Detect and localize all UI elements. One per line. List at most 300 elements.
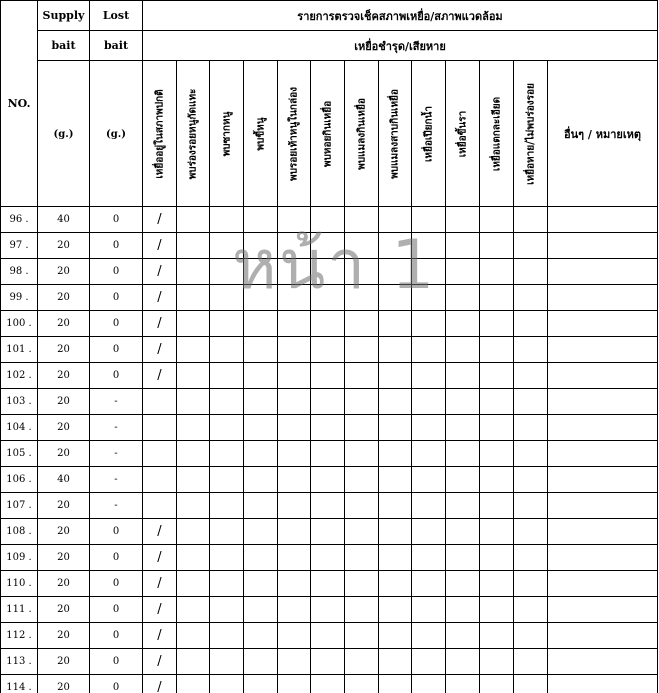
condition-header-2 [177,61,210,207]
condition-header-label: เหยื่อขึ้นรา [457,110,468,157]
condition-cell [412,467,446,493]
lost-value: 0 [90,597,143,623]
condition-header-label: พบซากหนู [221,111,232,156]
condition-cell [244,597,278,623]
condition-cell [446,207,480,233]
normal-check: / [143,545,177,571]
row-number: 100 . [1,311,38,337]
condition-cell [311,389,345,415]
condition-cell [244,363,278,389]
normal-check: / [143,363,177,389]
condition-header-label: พบแมลงสาบกินเหยื่อ [389,88,401,179]
remarks-cell [548,623,658,649]
table-row [1,363,658,389]
row-number: 99 . [1,285,38,311]
condition-cell [345,597,379,623]
normal-check: / [143,207,177,233]
row-number: 108 . [1,519,38,545]
normal-check: / [143,311,177,337]
condition-cell [210,441,244,467]
condition-cell [345,259,379,285]
lost-value: - [90,467,143,493]
condition-cell [379,467,412,493]
condition-cell [244,571,278,597]
condition-cell [311,207,345,233]
row-number: 102 . [1,363,38,389]
condition-cell [210,259,244,285]
lost-value: - [90,441,143,467]
condition-cell [379,363,412,389]
supply-value: 20 [38,311,90,337]
condition-cell [379,493,412,519]
remarks-cell [548,363,658,389]
condition-cell [177,389,210,415]
condition-cell [514,415,548,441]
condition-cell [446,285,480,311]
condition-cell [244,259,278,285]
condition-cell [210,285,244,311]
lost-value: 0 [90,259,143,285]
condition-cell [514,467,548,493]
supply-value: 20 [38,597,90,623]
condition-header-9 [412,61,446,207]
table-row [1,441,658,467]
condition-cell [278,259,311,285]
normal-check [143,493,177,519]
condition-cell [412,571,446,597]
condition-cell [278,649,311,675]
condition-cell [278,571,311,597]
remarks-cell [548,207,658,233]
remarks-cell [548,571,658,597]
condition-cell [345,649,379,675]
supply-value: 20 [38,649,90,675]
condition-cell [177,285,210,311]
condition-cell [311,259,345,285]
inspection-title: รายการตรวจเช็คสภาพเหยื่อ/สภาพแวดล้อม [143,1,658,31]
condition-cell [412,207,446,233]
condition-cell [379,207,412,233]
condition-header-label: เหยื่ออยู่ในสภาพปกติ [154,88,165,179]
remarks-cell [548,441,658,467]
condition-cell [311,233,345,259]
condition-cell [480,675,514,693]
condition-cell [514,337,548,363]
remarks-cell [548,389,658,415]
condition-header-5 [278,61,311,207]
condition-cell [514,363,548,389]
condition-cell [480,337,514,363]
table-row [1,649,658,675]
row-number: 104 . [1,415,38,441]
normal-check [143,467,177,493]
table-row [1,493,658,519]
condition-header-label: พบรอยเท้าหนูในกล่อง [288,86,300,181]
normal-check: / [143,233,177,259]
lost-value: 0 [90,623,143,649]
condition-cell [278,363,311,389]
normal-check: / [143,519,177,545]
condition-cell [379,259,412,285]
condition-cell [379,415,412,441]
row-number: 101 . [1,337,38,363]
row-number: 97 . [1,233,38,259]
condition-cell [514,519,548,545]
supply-value: 20 [38,675,90,693]
condition-cell [514,233,548,259]
condition-cell [278,493,311,519]
condition-header-6 [311,61,345,207]
table-body [1,207,658,693]
condition-cell [514,597,548,623]
condition-cell [379,519,412,545]
condition-cell [311,545,345,571]
condition-cell [379,623,412,649]
condition-cell [311,493,345,519]
supply-value: 20 [38,545,90,571]
condition-cell [446,597,480,623]
row-number: 113 . [1,649,38,675]
supply-value: 20 [38,389,90,415]
condition-cell [446,337,480,363]
condition-cell [480,207,514,233]
condition-cell [177,311,210,337]
table-row [1,545,658,571]
condition-cell [177,519,210,545]
supply-header-bottom: bait [38,31,90,61]
condition-cell [278,441,311,467]
condition-cell [446,259,480,285]
condition-cell [480,493,514,519]
condition-cell [210,675,244,693]
condition-cell [480,389,514,415]
row-number: 107 . [1,493,38,519]
damaged-title: เหยื่อชำรุด/เสียหาย [143,31,658,61]
condition-cell [177,571,210,597]
condition-cell [446,519,480,545]
supply-value: 20 [38,337,90,363]
lost-value: 0 [90,337,143,363]
condition-cell [177,415,210,441]
normal-check: / [143,597,177,623]
condition-cell [514,493,548,519]
condition-cell [446,675,480,693]
condition-cell [412,285,446,311]
remarks-cell [548,519,658,545]
condition-cell [244,285,278,311]
row-number: 105 . [1,441,38,467]
condition-cell [210,207,244,233]
condition-cell [480,519,514,545]
condition-cell [379,649,412,675]
condition-cell [345,389,379,415]
condition-cell [177,597,210,623]
condition-cell [412,363,446,389]
condition-cell [446,467,480,493]
condition-cell [278,623,311,649]
table-row [1,285,658,311]
condition-cell [210,467,244,493]
condition-cell [412,337,446,363]
condition-cell [210,389,244,415]
condition-cell [311,311,345,337]
lost-value: - [90,493,143,519]
condition-cell [210,311,244,337]
supply-value: 20 [38,441,90,467]
condition-header-7 [345,61,379,207]
condition-cell [412,597,446,623]
condition-cell [311,467,345,493]
condition-header-label: เหยื่อแตกละเอียด [491,96,502,171]
condition-cell [446,311,480,337]
remarks-cell [548,233,658,259]
condition-cell [210,415,244,441]
condition-cell [514,649,548,675]
remarks-cell [548,337,658,363]
condition-cell [177,337,210,363]
condition-cell [278,311,311,337]
condition-cell [244,415,278,441]
condition-cell [311,519,345,545]
remarks-cell [548,285,658,311]
condition-cell [278,415,311,441]
condition-cell [412,389,446,415]
normal-check: / [143,337,177,363]
condition-cell [311,623,345,649]
condition-cell [177,467,210,493]
normal-check [143,389,177,415]
condition-header-label: พบหอยกินเหยื่อ [322,100,333,167]
condition-cell [311,363,345,389]
condition-cell [412,545,446,571]
supply-value: 20 [38,571,90,597]
condition-cell [278,285,311,311]
condition-cell [345,207,379,233]
table-row [1,623,658,649]
condition-header-4 [244,61,278,207]
condition-cell [210,545,244,571]
condition-cell [480,259,514,285]
condition-cell [514,441,548,467]
lost-value: 0 [90,571,143,597]
condition-cell [412,311,446,337]
normal-check: / [143,675,177,693]
condition-header-label: พบขี้หนู [255,116,266,151]
condition-cell [379,337,412,363]
table-row [1,389,658,415]
condition-cell [244,389,278,415]
lost-value: 0 [90,285,143,311]
condition-cell [446,649,480,675]
condition-cell [412,233,446,259]
condition-cell [379,441,412,467]
condition-cell [244,649,278,675]
condition-cell [345,467,379,493]
normal-check: / [143,623,177,649]
condition-cell [514,259,548,285]
lost-value: 0 [90,519,143,545]
condition-cell [379,571,412,597]
condition-cell [210,363,244,389]
condition-header-label: เหยื่อเปียกน้ำ [423,105,434,162]
normal-check: / [143,259,177,285]
condition-cell [210,649,244,675]
row-number: 109 . [1,545,38,571]
lost-unit: (g.) [90,61,143,207]
condition-cell [244,545,278,571]
condition-cell [345,545,379,571]
remarks-cell [548,259,658,285]
table-header [1,1,658,207]
condition-cell [210,337,244,363]
condition-cell [278,597,311,623]
condition-cell [446,233,480,259]
lost-value: 0 [90,233,143,259]
condition-cell [210,493,244,519]
remarks-cell [548,675,658,693]
condition-cell [345,363,379,389]
condition-cell [446,441,480,467]
condition-cell [446,545,480,571]
lost-value: - [90,415,143,441]
supply-value: 20 [38,623,90,649]
lost-header-top: Lost [90,1,143,31]
condition-cell [345,233,379,259]
condition-cell [345,441,379,467]
condition-cell [480,571,514,597]
condition-cell [244,337,278,363]
row-number: 112 . [1,623,38,649]
condition-cell [244,493,278,519]
condition-cell [379,675,412,693]
condition-cell [345,285,379,311]
condition-cell [244,467,278,493]
condition-cell [379,311,412,337]
condition-cell [412,649,446,675]
condition-cell [278,337,311,363]
condition-cell [345,571,379,597]
condition-cell [311,337,345,363]
condition-cell [278,389,311,415]
row-number: 111 . [1,597,38,623]
condition-cell [244,311,278,337]
supply-value: 20 [38,259,90,285]
condition-cell [514,311,548,337]
row-number: 114 . [1,675,38,693]
supply-value: 40 [38,467,90,493]
condition-header-8 [379,61,412,207]
condition-cell [345,415,379,441]
condition-cell [412,441,446,467]
condition-cell [480,285,514,311]
condition-cell [311,441,345,467]
condition-cell [177,545,210,571]
table-row [1,233,658,259]
supply-unit: (g.) [38,61,90,207]
condition-cell [210,519,244,545]
table-row [1,675,658,693]
condition-cell [311,415,345,441]
condition-cell [244,519,278,545]
table-row [1,571,658,597]
condition-cell [446,623,480,649]
condition-cell [345,311,379,337]
table-row [1,259,658,285]
remarks-cell [548,467,658,493]
remarks-cell [548,415,658,441]
no-header: NO. [1,1,38,207]
condition-cell [379,285,412,311]
condition-cell [480,441,514,467]
condition-cell [412,675,446,693]
condition-header-3 [210,61,244,207]
condition-cell [244,623,278,649]
condition-cell [278,467,311,493]
table-row [1,415,658,441]
row-number: 106 . [1,467,38,493]
lost-header-bottom: bait [90,31,143,61]
supply-value: 20 [38,285,90,311]
condition-cell [412,493,446,519]
condition-cell [480,623,514,649]
condition-cell [480,363,514,389]
condition-cell [244,233,278,259]
condition-header-1 [143,61,177,207]
normal-check [143,415,177,441]
condition-cell [412,259,446,285]
condition-cell [412,623,446,649]
remarks-header: อื่นๆ / หมายเหตุ [548,61,658,207]
condition-cell [514,571,548,597]
condition-cell [514,675,548,693]
condition-header-12 [514,61,548,207]
lost-value: 0 [90,649,143,675]
condition-header-label: พบแมลงกินเหยื่อ [356,97,367,170]
condition-cell [480,467,514,493]
condition-cell [311,597,345,623]
table-row [1,207,658,233]
condition-cell [345,337,379,363]
condition-cell [446,493,480,519]
condition-cell [514,207,548,233]
condition-cell [480,311,514,337]
supply-value: 20 [38,363,90,389]
condition-cell [480,545,514,571]
condition-cell [514,623,548,649]
condition-cell [177,675,210,693]
condition-cell [244,675,278,693]
condition-cell [446,571,480,597]
table-row [1,597,658,623]
condition-cell [480,233,514,259]
condition-cell [446,389,480,415]
supply-value: 20 [38,415,90,441]
remarks-cell [548,493,658,519]
condition-cell [345,493,379,519]
supply-header-top: Supply [38,1,90,31]
condition-cell [514,545,548,571]
condition-cell [311,571,345,597]
condition-cell [514,285,548,311]
remarks-cell [548,597,658,623]
supply-value: 20 [38,233,90,259]
normal-check [143,441,177,467]
condition-cell [379,597,412,623]
condition-cell [177,207,210,233]
condition-cell [480,415,514,441]
row-number: 96 . [1,207,38,233]
condition-cell [446,363,480,389]
